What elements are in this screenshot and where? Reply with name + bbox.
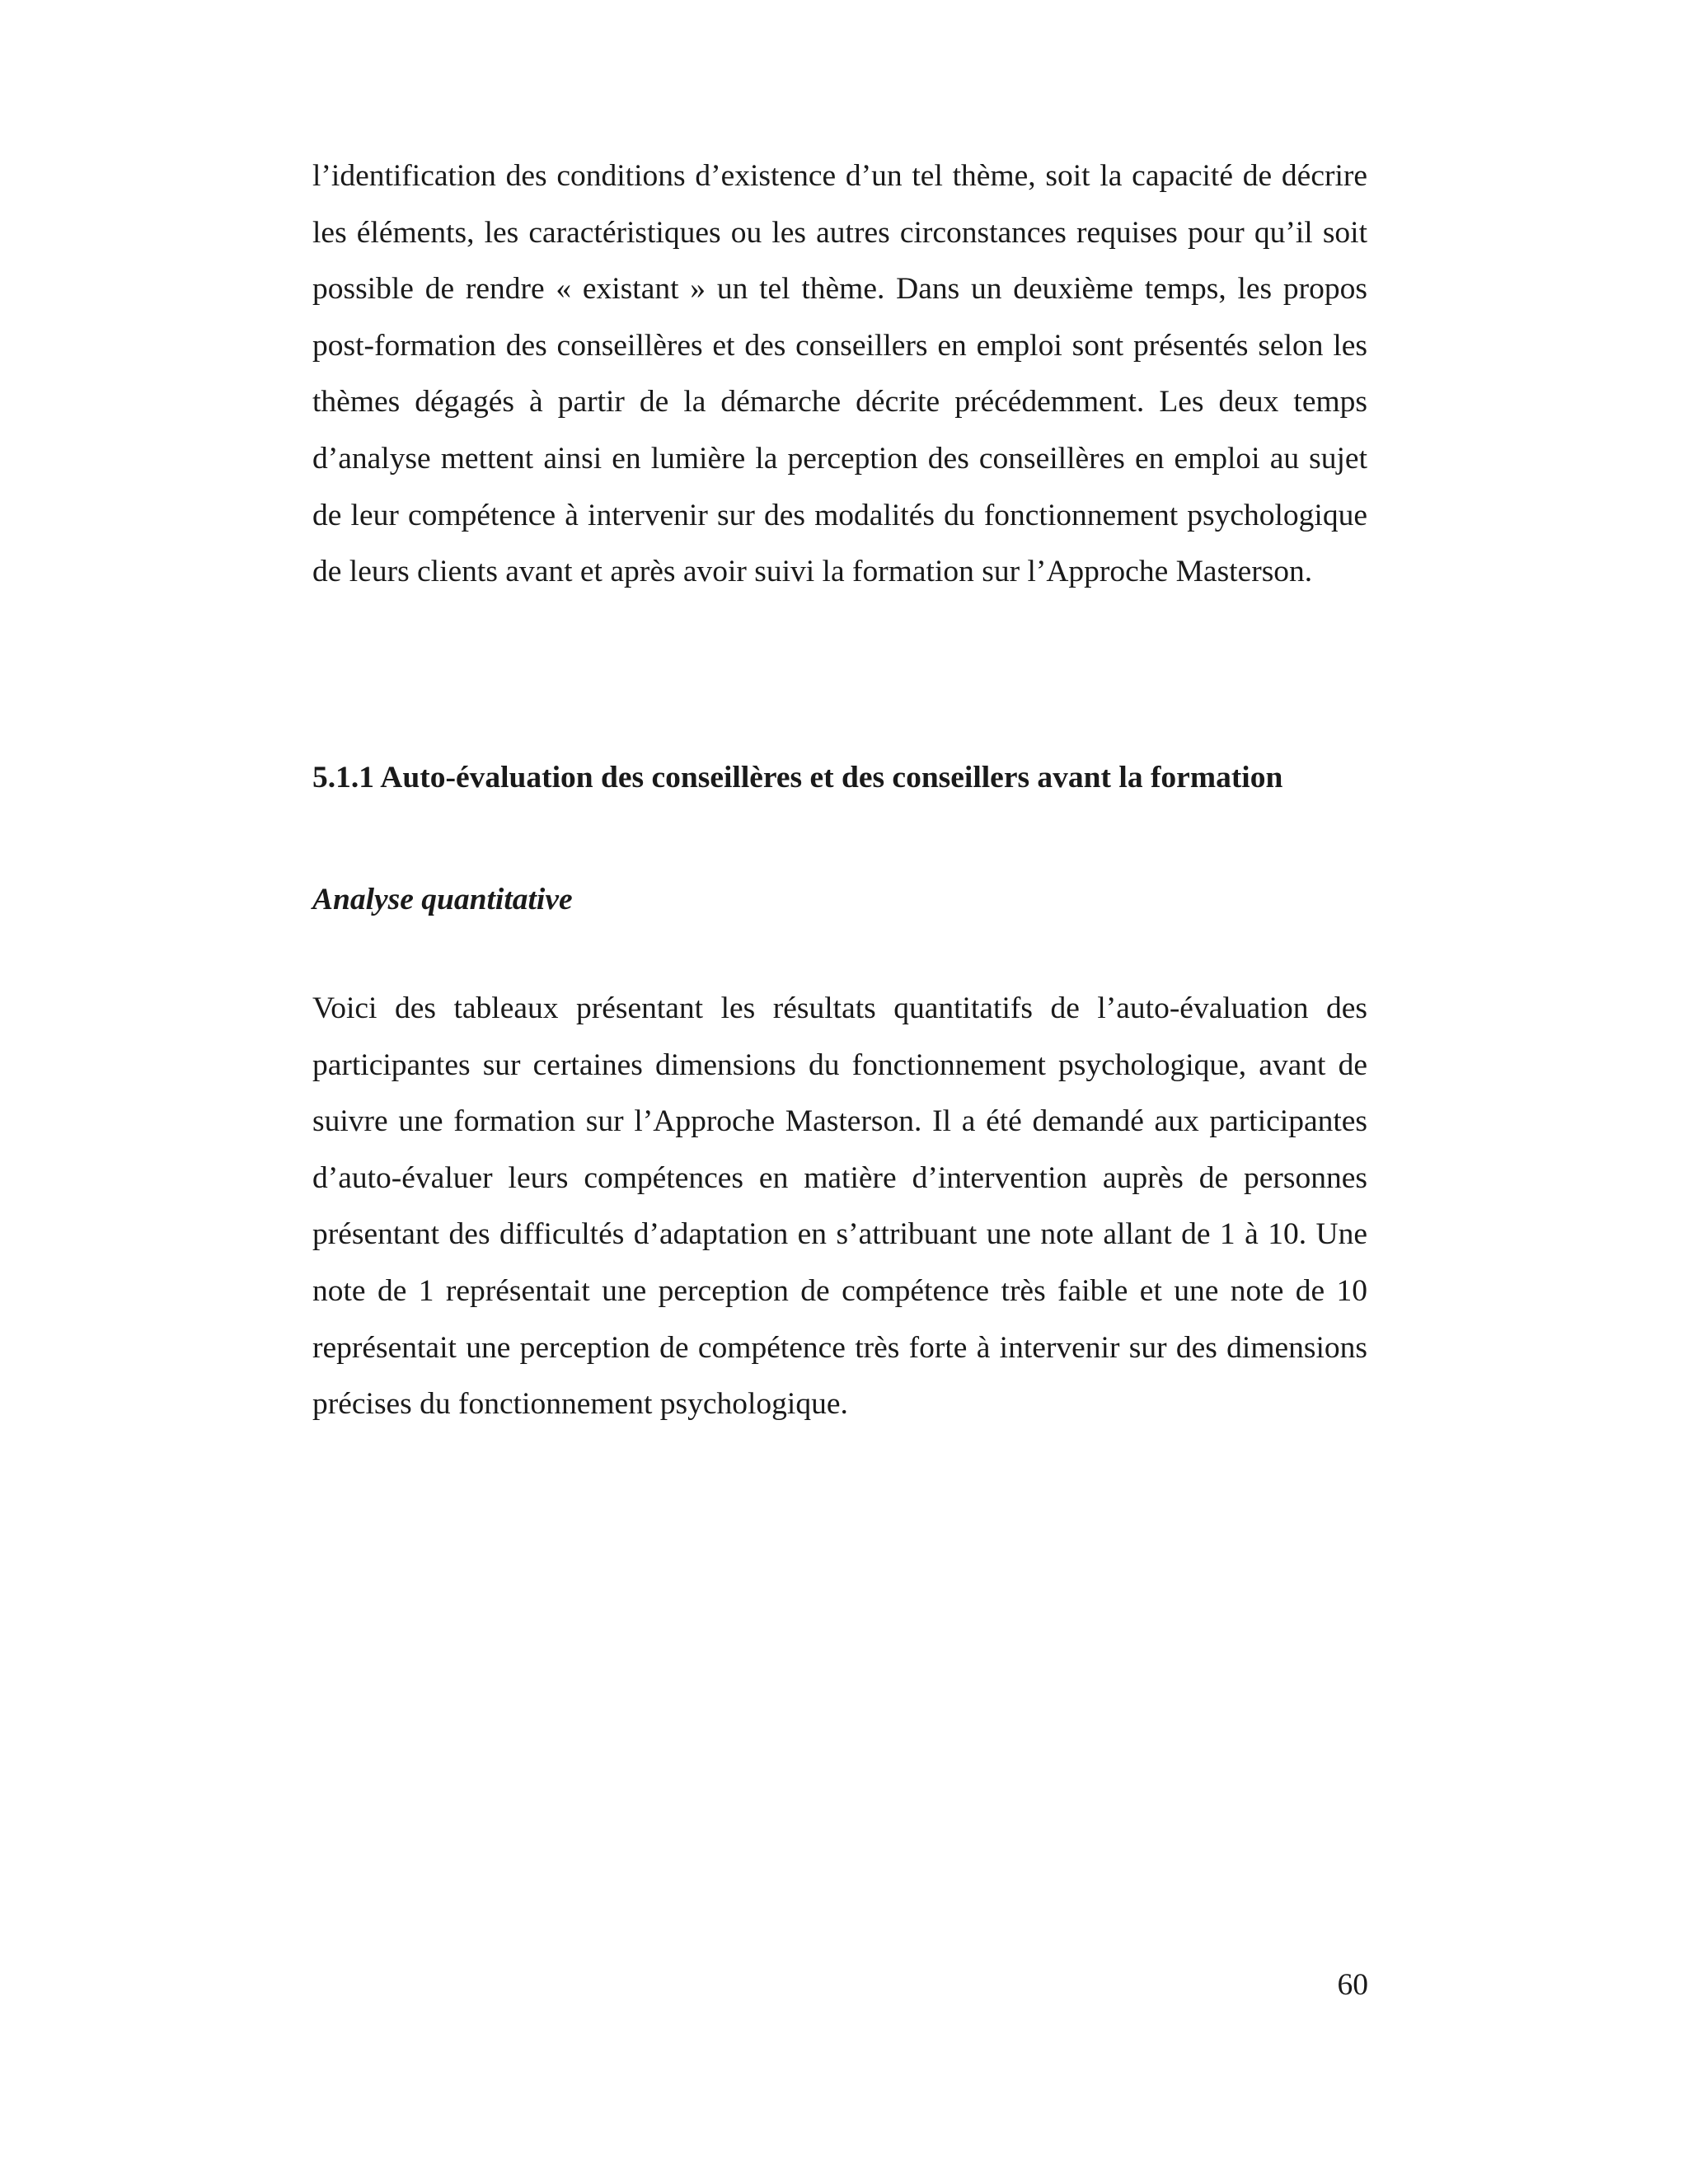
section-heading: 5.1.1 Auto-évaluation des conseillères et des conseillers avant la formation	[312, 761, 1283, 794]
body-paragraph-2: Voici des tableaux présentant les résultats quantitatifs de l’auto-évaluation des participantes sur certaines dimensions du fonctionnement psychologique, avant de suivre une formation sur l’Approche Masterson. Il a été demandé aux participantes d’auto-évaluer leurs compétences en matière d’intervention auprès de personnes présentant des difficultés d’adaptation en s’attribuant une note allant de 1 à 10. Une note de 1 représentait une perception de compétence très faible et une note de 10 représentait une perception de compétence très forte à intervenir sur des dimensions précises du fonctionnement psychologique.	[312, 991, 1367, 1422]
page-number: 60	[1337, 1968, 1368, 2002]
body-paragraph-1: l’identification des conditions d’existence d’un tel thème, soit la capacité de décrire les éléments, les caractéristiques ou les autres circonstances requises pour qu’il soit possible de rendre « existant » un tel thème. Dans un deuxième temps, les propos post-formation des conseillères et des conseillers en emploi sont présentés selon les thèmes dégagés à partir de la démarche décrite précédemment. Les deux temps d’analyse mettent ainsi en lumière la perception des conseillères en emploi au sujet de leur compétence à intervenir sur des modalités du fonctionnement psychologique de leurs clients avant et après avoir suivi la formation sur l’Approche Masterson.	[312, 159, 1367, 589]
subsection-heading: Analyse quantitative	[312, 883, 573, 916]
